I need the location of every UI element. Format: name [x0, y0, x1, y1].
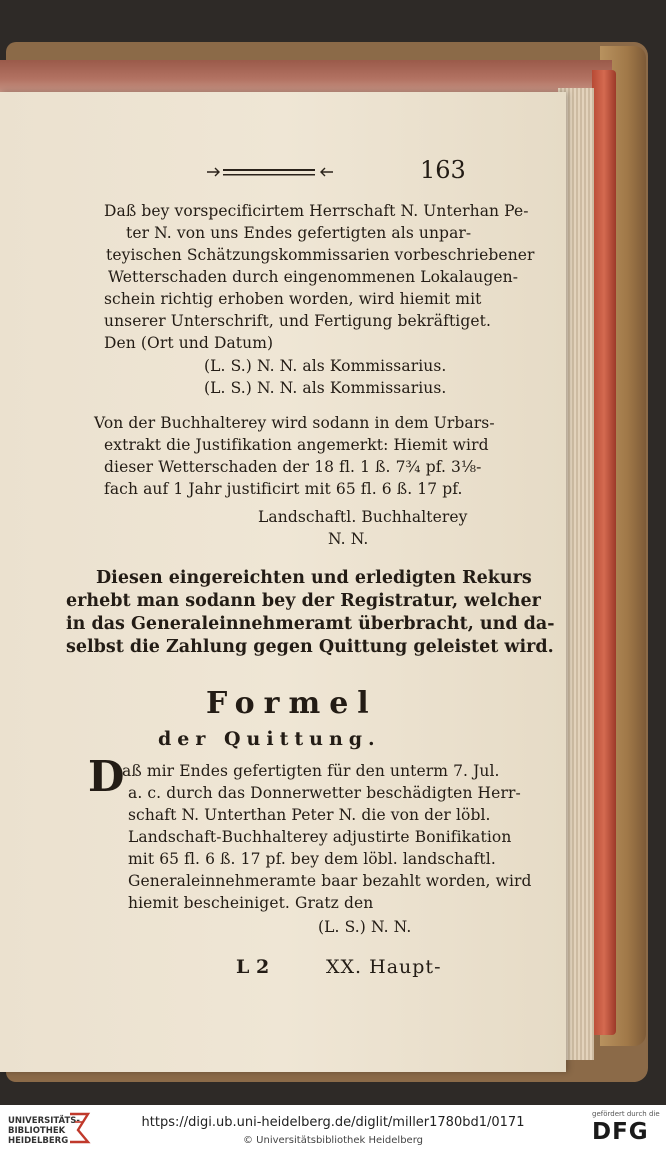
paragraph1-line: Den (Ort und Datum) [104, 334, 274, 352]
page-url-link[interactable]: https://digi.ub.uni-heidelberg.de/diglit/miller1780bd1/0171 [141, 1115, 525, 1130]
book-page [0, 92, 566, 1072]
paragraph2-line: fach auf 1 Jahr justificirt mit 65 fl. 6 ß. 17 pf. [104, 480, 463, 498]
paragraph4-line: schaft N. Unterthan Peter N. die von der löbl. [128, 806, 491, 824]
library-logo-line: HEIDELBERG [8, 1136, 69, 1146]
paragraph1-line: Daß bey vorspecificirtem Herrschaft N. Unterhan Pe- [104, 202, 529, 220]
section-subheading: der Quittung. [158, 728, 381, 750]
signature-line: (L. S.) N. N. [318, 918, 412, 936]
paragraph3-line: selbst die Zahlung gegen Quittung geleistet wird. [66, 637, 554, 657]
paragraph1-line: ter N. von uns Endes gefertigten als unpar- [126, 224, 472, 242]
drop-cap: D [88, 752, 125, 801]
paragraph4-line: aß mir Endes gefertigten für den unterm 7. Jul. [122, 762, 500, 780]
signature-line: (L. S.) N. N. als Kommissarius. [204, 357, 447, 375]
paragraph3-line: erhebt man sodann bey der Registratur, welcher [66, 591, 541, 611]
book-top-edge [0, 60, 612, 94]
paragraph3-line: in das Generaleinnehmeramt überbracht, und da- [66, 614, 555, 634]
dfg-logo: DFG [592, 1119, 649, 1145]
paragraph1-line: schein richtig erhoben worden, wird hiemit mit [104, 290, 482, 308]
paragraph2-line: extrakt die Justifikation angemerkt: Hiemit wird [104, 436, 489, 454]
paragraph4-line: Landschaft-Buchhalterey adjustirte Bonifikation [128, 828, 512, 846]
section-heading: Formel [206, 686, 378, 721]
paragraph4-line: Generaleinnehmeramte baar bezahlt worden, wird [128, 872, 532, 890]
funder-caption: gefördert durch die [592, 1110, 660, 1118]
paragraph1-line: teyischen Schätzungskommissarien vorbeschriebener [106, 246, 535, 264]
signature-line: N. N. [328, 530, 369, 548]
signature-line: Landschaftl. Buchhalterey [258, 508, 468, 526]
page-number: 163 [420, 156, 466, 184]
paragraph1-line: Wetterschaden durch eingenommenen Lokalaugen- [108, 268, 519, 286]
catchword: XX. Haupt- [326, 956, 442, 978]
paragraph1-line: unserer Unterschrift, und Fertigung bekräftiget. [104, 312, 492, 330]
library-logo-line: BIBLIOTHEK [8, 1126, 66, 1136]
copyright-text: © Universitätsbibliothek Heidelberg [242, 1135, 423, 1146]
footer-bar [0, 1105, 666, 1154]
paragraph2-line: dieser Wetterschaden der 18 fl. 1 ß. 7¾ pf. 3⅛- [104, 458, 482, 476]
paragraph2-line: Von der Buchhalterey wird sodann in dem Urbars- [94, 414, 495, 432]
paragraph4-line: mit 65 fl. 6 ß. 17 pf. bey dem löbl. landschaftl. [128, 850, 496, 868]
signature-mark: L 2 [236, 956, 270, 978]
paragraph3-line: Diesen eingereichten und erledigten Rekurs [96, 568, 532, 588]
ornament-rule [205, 165, 335, 179]
red-page-edge [592, 70, 616, 1035]
library-logo-line: UNIVERSITÄTS- [8, 1116, 80, 1126]
signature-line: (L. S.) N. N. als Kommissarius. [204, 379, 447, 397]
paragraph4-line: a. c. durch das Donnerwetter beschädigten Herr- [128, 784, 521, 802]
paragraph4-line: hiemit bescheiniget. Gratz den [128, 894, 374, 912]
